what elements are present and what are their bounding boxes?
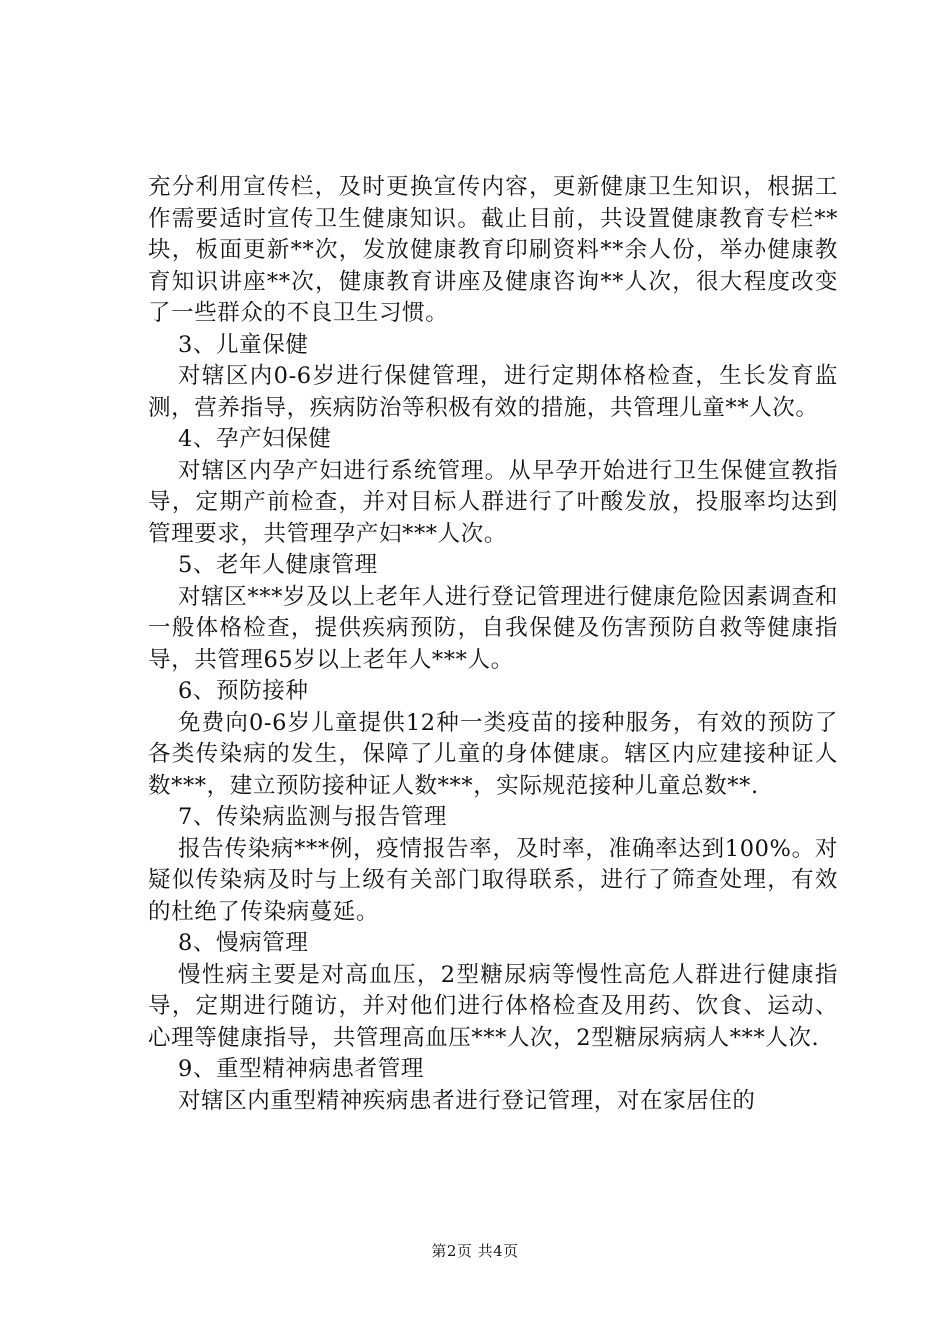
section-heading-vaccination: 6、预防接种	[178, 678, 309, 704]
intro-paragraph: 充分利用宣传栏，及时更换宣传内容，更新健康卫生知识，根据工作需要适时宣传卫生健康知识。截止目前，共设置健康教育专栏**块，板面更新**次，发放健康教育印刷资料**余人份，举办健康教育知识讲座**次，健康教育讲座及健康咨询**人次，很大程度改变了一些群众的不良卫生习惯。	[148, 174, 838, 326]
document-body	[148, 172, 838, 1117]
section-heading-elderly-health: 5、老年人健康管理	[178, 552, 378, 578]
section-body-infectious-disease: 报告传染病***例，疫情报告率，及时率，准确率达到100%。对疑似传染病及时与上级有关部门取得联系，进行了筛查处理，有效的杜绝了传染病蔓延。	[148, 835, 838, 925]
section-body-maternal-health: 对辖区内孕产妇进行系统管理。从早孕开始进行卫生保健宣教指导，定期产前检查，并对目标人群进行了叶酸发放，投服率均达到管理要求，共管理孕产妇***人次。	[148, 457, 838, 547]
section-heading-child-health: 3、儿童保健	[178, 331, 309, 358]
section-body-chronic-disease: 慢性病主要是对高血压，2型糖尿病等慢性高危人群进行健康指导，定期进行随访，并对他们进行体格检查及用药、饮食、运动、心理等健康指导，共管理高血压***人次，2型糖尿病病人***人次.	[148, 961, 838, 1051]
section-body-vaccination: 免费向0-6岁儿童提供12种一类疫苗的接种服务，有效的预防了各类传染病的发生，保障了儿童的身体健康。辖区内应建接种证人数***，建立预防接种证人数***，实际规范接种儿童总数**.	[148, 709, 838, 799]
section-body-child-health: 对辖区内0-6岁进行保健管理，进行定期体格检查，生长发育监测，营养指导，疾病防治等积极有效的措施，共管理儿童**人次。	[148, 363, 838, 421]
section-body-elderly-health: 对辖区***岁及以上老年人进行登记管理进行健康危险因素调查和一般体格检查，提供疾病预防，自我保健及伤害预防自救等健康指导，共管理65岁以上老年人***人。	[148, 583, 838, 673]
section-heading-chronic-disease: 8、慢病管理	[178, 930, 309, 956]
section-heading-maternal-health: 4、孕产妇保健	[178, 426, 332, 452]
section-heading-mental-illness: 9、重型精神病患者管理	[178, 1056, 424, 1082]
section-heading-infectious-disease: 7、传染病监测与报告管理	[178, 804, 448, 830]
section-body-mental-illness: 对辖区内重型精神疾病患者进行登记管理，对在家居住的	[178, 1087, 756, 1114]
page-number-footer: 第2页 共4页	[431, 1242, 519, 1260]
